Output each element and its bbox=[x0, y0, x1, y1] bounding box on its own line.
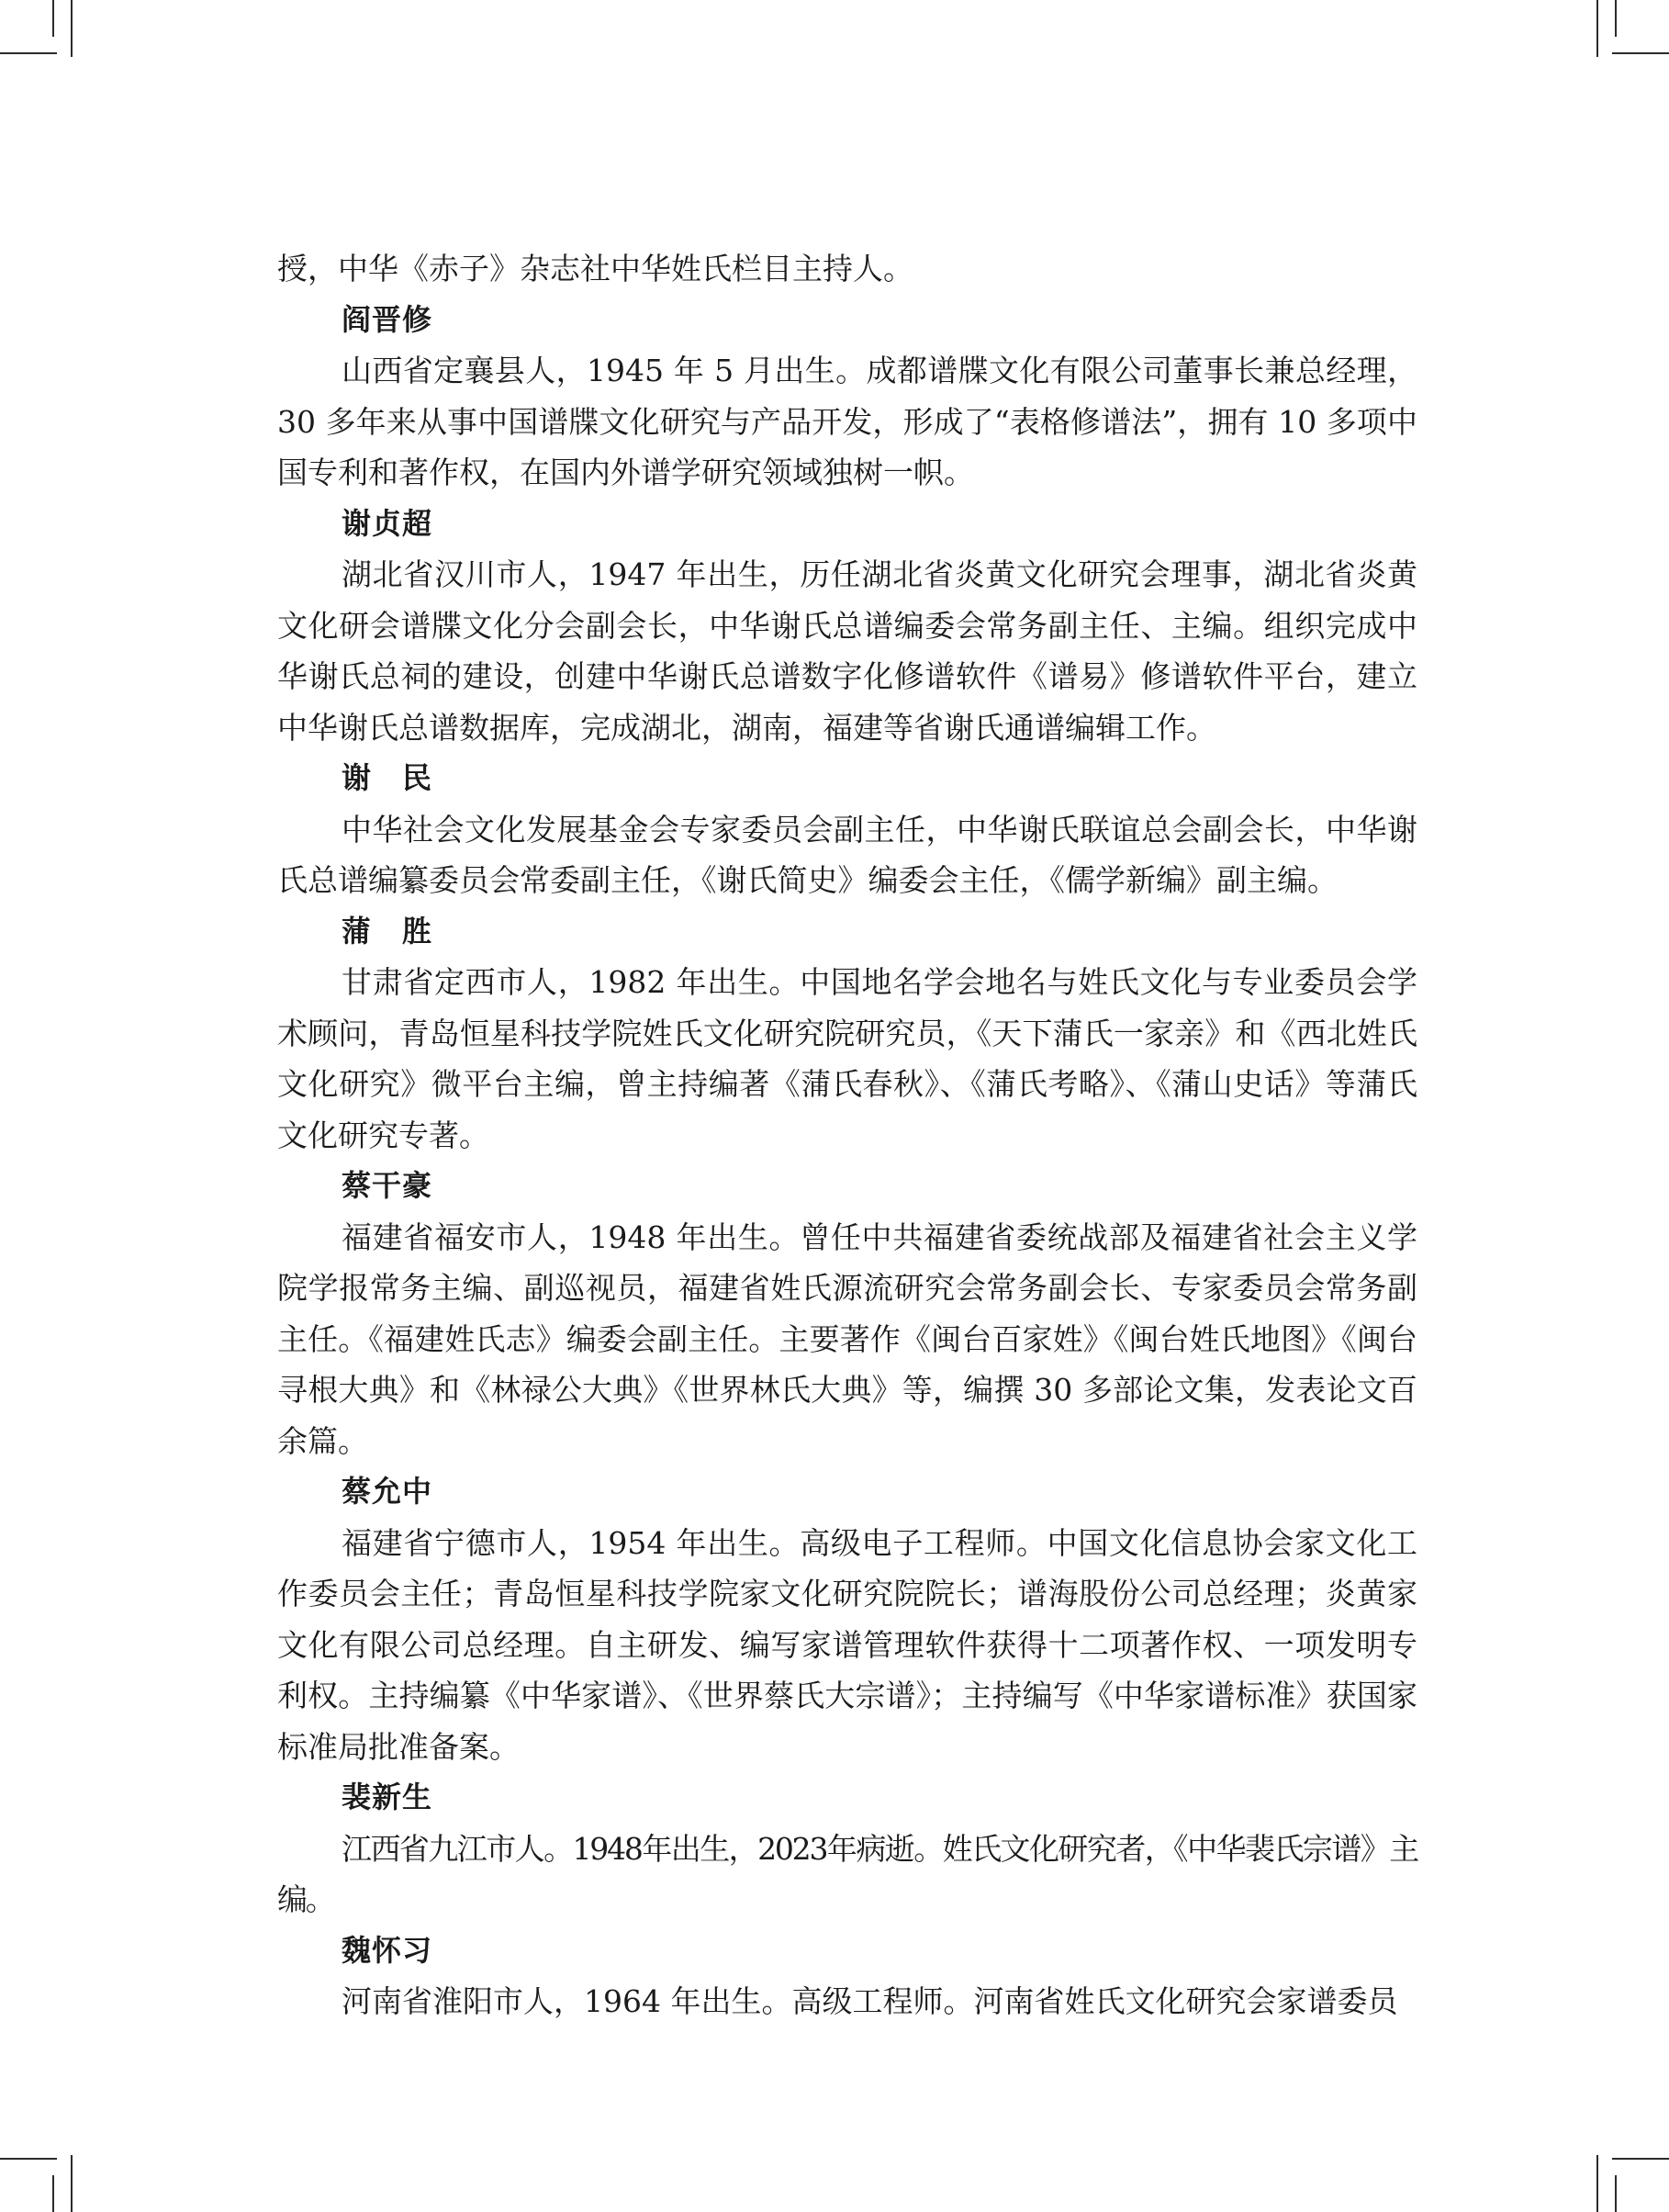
entry-name: 蔡允中 bbox=[342, 1474, 433, 1509]
crop-mark-top-left-v bbox=[71, 0, 73, 57]
crop-mark-bottom-right-v2 bbox=[1615, 2175, 1617, 2212]
crop-mark-bottom-left-h bbox=[0, 2158, 57, 2160]
crop-mark-top-left-v2 bbox=[52, 0, 54, 37]
entry-bio: 福建省福安市人，1948 年出生。曾任中共福建省委统战部及福建省社会主义学院学报常务主编、副巡视员，福建省姓氏源流研究会常务副会长、专家委员会常务副主任。《福建姓氏志》编委会副主任。主要著作《闽台百家姓》《闽台姓氏地图》《闽台寻根大典》和《林禄公大典》《世界林氏大典》等，编撰 30 多部论文集，发表论文百余篇。 bbox=[277, 1218, 1417, 1459]
entry-bio: 湖北省汉川市人，1947 年出生，历任湖北省炎黄文化研究会理事，湖北省炎黄文化研会谱牒文化分会副会长，中华谢氏总谱编委会常务副主任、主编。组织完成中华谢氏总祠的建设，创建中华谢氏总谱数字化修谱软件《谱易》修谱软件平台，建立中华谢氏总谱数据库，完成湖北，湖南，福建等省谢氏通谱编辑工作。 bbox=[277, 556, 1417, 746]
entry-bio: 福建省宁德市人，1954 年出生。高级电子工程师。中国文化信息协会家文化工作委员会主任；青岛恒星科技学院家文化研究院院长；谱海股份公司总经理；炎黄家文化有限公司总经理。自主研发、编写家谱管理软件获得十二项著作权、一项发明专利权。主持编纂《中华家谱》、《世界蔡氏大宗谱》；主持编写《中华家谱标准》获国家标准局批准备案。 bbox=[277, 1524, 1417, 1765]
entry-name: 蒲 胜 bbox=[342, 913, 433, 949]
entry-name: 谢 民 bbox=[342, 760, 433, 795]
entry-bio: 中华社会文化发展基金会专家委员会副主任，中华谢氏联谊总会副会长，中华谢氏总谱编纂委员会常委副主任，《谢氏简史》编委会主任，《儒学新编》副主编。 bbox=[277, 811, 1417, 898]
entry-name: 阎晋修 bbox=[342, 301, 433, 337]
entry-name: 蔡干豪 bbox=[342, 1168, 433, 1203]
crop-mark-bottom-right-h bbox=[1612, 2158, 1669, 2160]
crop-mark-bottom-right-v bbox=[1596, 2155, 1598, 2212]
crop-mark-bottom-left-v2 bbox=[52, 2175, 54, 2212]
biography-text bbox=[277, 243, 1417, 2027]
crop-mark-bottom-left-v bbox=[71, 2155, 73, 2212]
crop-mark-top-right-v2 bbox=[1615, 0, 1617, 37]
entry-name: 谢贞超 bbox=[342, 505, 433, 541]
crop-mark-top-left-h bbox=[0, 52, 57, 54]
entry-bio: 山西省定襄县人，1945 年 5 月出生。成都谱牒文化有限公司董事长兼总经理，30 多年来从事中国谱牒文化研究与产品开发，形成了“表格修谱法”，拥有 10 多项中国专利和著作权，在国内外谱学研究领域独树一帜。 bbox=[277, 353, 1417, 490]
entry-bio: 河南省淮阳市人，1964 年出生。高级工程师。河南省姓氏文化研究会家谱委员 bbox=[342, 1983, 1398, 2019]
entry-bio: 甘肃省定西市人，1982 年出生。中国地名学会地名与姓氏文化与专业委员会学术顾问，青岛恒星科技学院姓氏文化研究院研究员，《天下蒲氏一家亲》和《西北姓氏文化研究》微平台主编，曾主持编著《蒲氏春秋》、《蒲氏考略》、《蒲山史话》等蒲氏文化研究专著。 bbox=[277, 964, 1417, 1153]
crop-mark-top-right-h bbox=[1612, 52, 1669, 54]
entry-name: 裴新生 bbox=[342, 1780, 433, 1814]
opening-line: 授，中华《赤子》杂志社中华姓氏栏目主持人。 bbox=[277, 251, 913, 286]
entry-bio: 江西省九江市人。1948年出生，2023年病逝。姓氏文化研究者，《中华裴氏宗谱》主编。 bbox=[277, 1830, 1417, 1917]
entry-name: 魏怀习 bbox=[342, 1932, 433, 1968]
crop-mark-top-right-v bbox=[1596, 0, 1598, 57]
